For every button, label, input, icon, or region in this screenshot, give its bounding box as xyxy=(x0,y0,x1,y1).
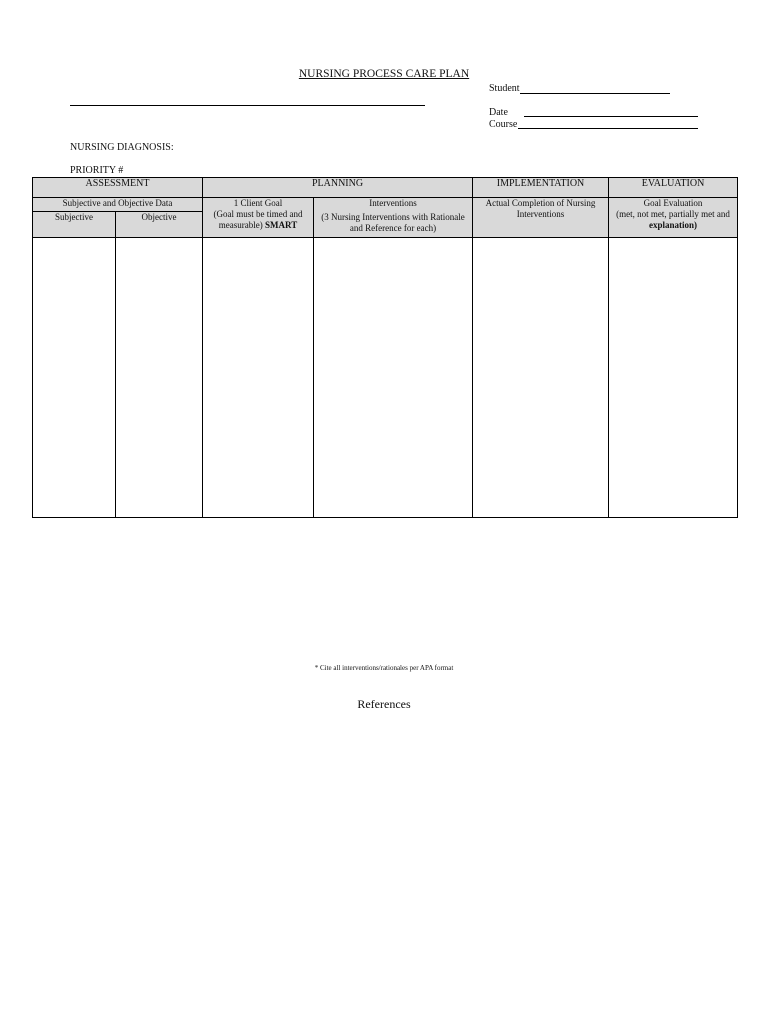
subjective-heading: Subjective xyxy=(33,212,116,238)
subjective-cell[interactable] xyxy=(33,238,116,518)
client-goal-title: 1 Client Goal xyxy=(233,198,283,208)
course-field-line[interactable] xyxy=(518,128,698,129)
student-field-line[interactable] xyxy=(520,93,670,94)
date-field-line[interactable] xyxy=(524,116,698,117)
goal-evaluation-title: Goal Evaluation xyxy=(643,198,703,208)
priority-label: PRIORITY # xyxy=(70,165,124,176)
evaluation-cell[interactable] xyxy=(609,238,738,518)
goal-evaluation-note: (met, not met, partially met and xyxy=(616,209,730,219)
date-label: Date xyxy=(489,107,508,118)
apa-footnote: * Cite all interventions/rationales per APA format xyxy=(314,664,454,672)
care-plan-table xyxy=(32,177,738,518)
smart-label: SMART xyxy=(265,220,298,230)
blank-line[interactable] xyxy=(70,105,425,106)
page-title: NURSING PROCESS CARE PLAN xyxy=(298,68,470,80)
interventions-title: Interventions xyxy=(369,198,417,208)
nursing-diagnosis-label: NURSING DIAGNOSIS: xyxy=(70,142,174,153)
objective-heading: Objective xyxy=(116,212,203,238)
evaluation-header: EVALUATION xyxy=(609,178,738,198)
client-goal-heading xyxy=(203,198,314,238)
goal-evaluation-heading xyxy=(609,198,738,238)
references-heading: References xyxy=(357,697,411,711)
planning-header: PLANNING xyxy=(203,178,473,198)
interventions-heading xyxy=(314,198,473,238)
client-goal-note: (Goal must be timed and measurable) xyxy=(213,209,303,230)
explanation-label: explanation) xyxy=(649,220,698,230)
assessment-header: ASSESSMENT xyxy=(33,178,203,198)
client-goal-cell[interactable] xyxy=(203,238,314,518)
course-label: Course xyxy=(489,119,518,130)
subjective-objective-heading: Subjective and Objective Data xyxy=(33,198,203,212)
implementation-heading: Actual Completion of Nursing Interventions xyxy=(473,198,609,238)
interventions-note: (3 Nursing Interventions with Rationale and Reference for each) xyxy=(321,212,465,233)
implementation-header: IMPLEMENTATION xyxy=(473,178,609,198)
interventions-cell[interactable] xyxy=(314,238,473,518)
student-label: Student xyxy=(489,83,520,94)
implementation-cell[interactable] xyxy=(473,238,609,518)
objective-cell[interactable] xyxy=(116,238,203,518)
